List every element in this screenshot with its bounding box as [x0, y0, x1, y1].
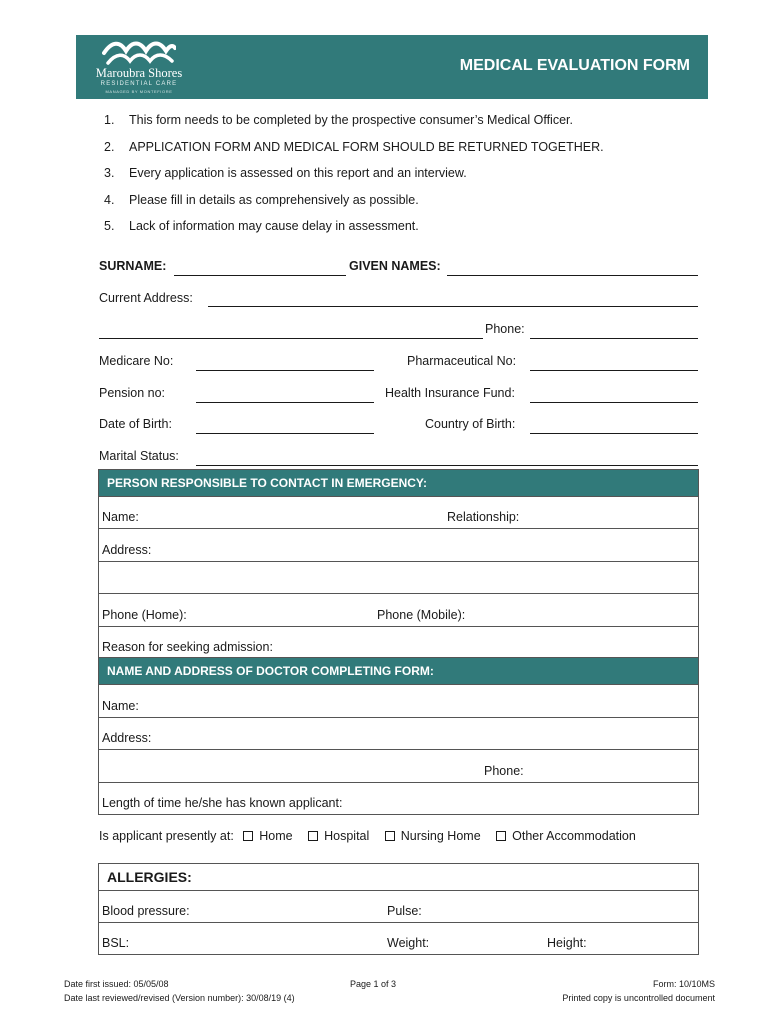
marital-status-field[interactable]: [196, 465, 698, 466]
option-label: Other Accommodation: [512, 829, 636, 843]
doctor-phone-row[interactable]: [99, 750, 698, 783]
given-names-field[interactable]: [447, 275, 698, 276]
footer-page-number: Page 1 of 3: [350, 979, 397, 989]
option-nursing-home[interactable]: [385, 829, 481, 843]
known-applicant-label: Length of time he/she has known applicant:: [102, 796, 343, 810]
footer-last-reviewed: Date last reviewed/revised (Version number): 30/08/19 (4): [64, 993, 295, 1003]
health-fund-field[interactable]: [530, 402, 698, 403]
option-label: Home: [259, 829, 293, 843]
emergency-name-row[interactable]: [99, 497, 698, 529]
doctor-heading: NAME AND ADDRESS OF DOCTOR COMPLETING FORM:: [99, 658, 698, 685]
emergency-heading: PERSON RESPONSIBLE TO CONTACT IN EMERGENCY:: [99, 470, 698, 497]
logo-subtitle: RESIDENTIAL CARE: [100, 81, 178, 87]
pharmaceutical-field[interactable]: [530, 370, 698, 371]
doctor-address-label: Address:: [102, 731, 152, 745]
instruction-item: [104, 216, 604, 243]
footer-first-issued: Date first issued: 05/05/08: [64, 979, 169, 989]
doctor-name-label: Name:: [102, 699, 139, 713]
current-address-label: Current Address:: [99, 291, 193, 305]
instruction-text: Lack of information may cause delay in assessment.: [129, 219, 419, 233]
doctor-phone-label: Phone:: [484, 764, 524, 778]
current-address-field[interactable]: [208, 306, 698, 307]
logo-name: Maroubra Shores: [95, 66, 183, 80]
dob-label: Date of Birth:: [99, 417, 172, 431]
emergency-address-label: Address:: [102, 543, 152, 557]
footer-printed-note: Printed copy is uncontrolled document: [562, 993, 715, 1003]
logo-managed-by: MANAGED BY MONTEFIORE: [105, 89, 173, 94]
relationship-label: Relationship:: [447, 510, 520, 524]
reason-admission-row[interactable]: [99, 627, 698, 658]
checkbox-icon[interactable]: [308, 831, 318, 841]
allergies-heading: ALLERGIES:: [99, 864, 698, 891]
instruction-text: Please fill in details as comprehensively as possible.: [129, 192, 419, 207]
pulse-label: Pulse:: [387, 904, 422, 918]
blood-pressure-label: Blood pressure:: [102, 904, 190, 918]
checkbox-icon[interactable]: [385, 831, 395, 841]
maroubra-shores-logo: [84, 39, 194, 95]
instruction-item: [104, 110, 604, 137]
health-fund-label: Health Insurance Fund:: [385, 386, 515, 400]
country-birth-field[interactable]: [530, 433, 698, 434]
instruction-number: 3.: [104, 166, 115, 180]
country-birth-label: Country of Birth:: [425, 417, 516, 431]
instruction-text: Every application is assessed on this report and an interview.: [129, 166, 467, 180]
instruction-text: This form needs to be completed by the prospective consumer’s Medical Officer.: [129, 113, 573, 127]
page-title: MEDICAL EVALUATION FORM: [459, 57, 690, 74]
current-address-line2-field[interactable]: [99, 338, 483, 339]
surname-label: SURNAME:: [99, 259, 167, 273]
waves-icon: [102, 39, 176, 65]
footer-form-code: Form: 10/10MS: [652, 979, 715, 989]
surname-field[interactable]: [174, 275, 346, 276]
instructions-list: [104, 110, 604, 243]
presently-at-row: [99, 829, 636, 843]
vitals-row-2[interactable]: [99, 923, 698, 954]
emergency-address-line2-row[interactable]: [99, 562, 698, 594]
pharmaceutical-label: Pharmaceutical No:: [407, 354, 517, 368]
option-label: Nursing Home: [400, 829, 481, 843]
height-label: Height:: [547, 936, 587, 950]
instruction-number: 4.: [104, 192, 115, 207]
instruction-item: [104, 190, 604, 217]
medicare-field[interactable]: [196, 370, 374, 371]
doctor-address-row[interactable]: [99, 718, 698, 750]
instruction-number: 5.: [104, 219, 115, 233]
instruction-number: 1.: [104, 113, 115, 127]
option-hospital[interactable]: [308, 829, 369, 843]
reason-admission-label: Reason for seeking admission:: [102, 640, 273, 654]
checkbox-icon[interactable]: [496, 831, 506, 841]
allergies-section: [98, 863, 699, 955]
emergency-name-label: Name:: [102, 510, 139, 524]
known-applicant-row[interactable]: [99, 783, 698, 814]
option-home[interactable]: [243, 829, 292, 843]
option-label: Hospital: [324, 829, 370, 843]
doctor-section: [98, 657, 699, 815]
phone-label: Phone:: [485, 322, 525, 336]
pension-field[interactable]: [196, 402, 374, 403]
marital-status-label: Marital Status:: [99, 449, 179, 463]
bsl-label: BSL:: [102, 936, 130, 950]
phone-field[interactable]: [530, 338, 698, 339]
pension-label: Pension no:: [99, 386, 166, 400]
weight-label: Weight:: [387, 936, 430, 950]
header-band: [76, 35, 708, 99]
instruction-number: 2.: [104, 139, 115, 154]
instruction-item: [104, 137, 604, 164]
given-names-label: GIVEN NAMES:: [349, 259, 441, 273]
emergency-contact-section: [98, 469, 699, 659]
emergency-address-row[interactable]: [99, 529, 698, 562]
phone-mobile-label: Phone (Mobile):: [377, 608, 466, 622]
instruction-item: [104, 163, 604, 190]
dob-field[interactable]: [196, 433, 374, 434]
checkbox-icon[interactable]: [243, 831, 253, 841]
vitals-row-1[interactable]: [99, 891, 698, 923]
phone-home-label: Phone (Home):: [102, 608, 187, 622]
emergency-phone-row[interactable]: [99, 594, 698, 627]
medicare-label: Medicare No:: [99, 354, 174, 368]
instruction-text: APPLICATION FORM AND MEDICAL FORM SHOULD BE RETURNED TOGETHER.: [129, 139, 604, 154]
presently-at-label: Is applicant presently at:: [99, 829, 234, 843]
doctor-name-row[interactable]: [99, 685, 698, 718]
option-other-accommodation[interactable]: [496, 829, 636, 843]
